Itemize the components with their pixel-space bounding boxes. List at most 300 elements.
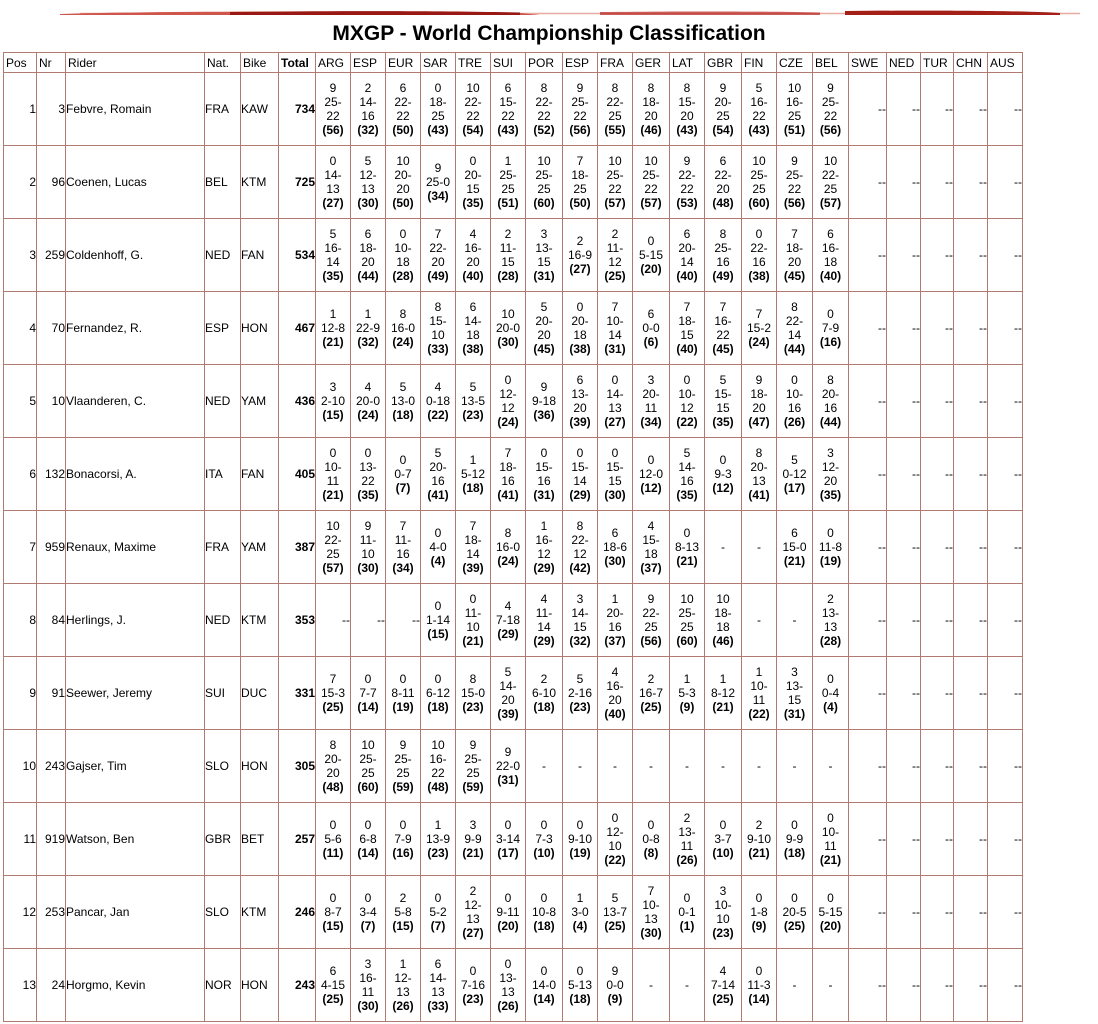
- result-cell: [670, 876, 705, 949]
- bike-cell: KAW: [241, 73, 279, 146]
- result-line: 16-: [606, 679, 624, 693]
- total-points-cell: 305: [279, 730, 316, 803]
- result-line: 22-: [429, 241, 447, 255]
- column-header: TRE: [456, 53, 491, 73]
- result-line: 22: [466, 109, 480, 123]
- round-points: (31): [533, 269, 555, 283]
- result-cell: [563, 803, 598, 876]
- result-line: 10: [431, 328, 445, 342]
- result-line: 3-7: [714, 832, 732, 846]
- result-cell: [742, 219, 777, 292]
- column-header: POR: [526, 53, 563, 73]
- result-line: 22-: [714, 168, 732, 182]
- number-cell: 132: [37, 438, 66, 511]
- result-cell: [456, 730, 491, 803]
- result-cell: [386, 730, 421, 803]
- result-cell: [670, 657, 705, 730]
- result-cell: [813, 511, 849, 584]
- empty-result-cell: --: [921, 803, 954, 876]
- result-line: 9-10: [746, 832, 772, 846]
- result-cell: [598, 146, 633, 219]
- rider-name-cell: Pancar, Jan: [66, 876, 205, 949]
- result-line: 0-18: [425, 394, 451, 408]
- empty-result-cell: -: [777, 584, 813, 657]
- result-line: 0: [576, 818, 584, 832]
- table-row: [4, 511, 1023, 584]
- empty-result-cell: --: [921, 365, 954, 438]
- result-cell: [598, 803, 633, 876]
- result-cell: [670, 365, 705, 438]
- result-line: 8: [683, 81, 691, 95]
- result-cell: [598, 511, 633, 584]
- result-cell: [563, 365, 598, 438]
- result-line: 0: [611, 446, 619, 460]
- round-points: (56): [640, 634, 662, 648]
- result-line: 20: [537, 328, 551, 342]
- number-cell: 91: [37, 657, 66, 730]
- result-line: 14: [680, 255, 694, 269]
- result-line: 8-11: [391, 686, 415, 700]
- result-cell: [456, 292, 491, 365]
- result-line: 25: [644, 620, 658, 634]
- result-cell: [386, 292, 421, 365]
- empty-result-cell: -: [813, 949, 849, 1022]
- round-points: (7): [395, 481, 411, 495]
- result-cell: [633, 511, 670, 584]
- round-points: (21): [783, 554, 806, 568]
- result-line: 4: [540, 592, 548, 606]
- result-line: 25-: [499, 168, 517, 182]
- round-points: (60): [533, 196, 555, 210]
- result-cell: [670, 803, 705, 876]
- result-line: 3: [827, 446, 834, 460]
- round-points: (49): [427, 269, 449, 283]
- round-points: (9): [679, 700, 695, 714]
- result-cell: [316, 438, 351, 511]
- round-points: (59): [392, 780, 414, 794]
- result-line: 12-: [821, 460, 840, 474]
- result-line: 2: [647, 672, 655, 686]
- result-cell: [316, 730, 351, 803]
- round-points: (39): [497, 707, 519, 721]
- round-points: (22): [604, 853, 626, 867]
- result-cell: [633, 876, 670, 949]
- result-line: 12-0: [638, 467, 664, 481]
- result-line: 10-: [606, 314, 624, 328]
- round-points: (40): [676, 342, 698, 356]
- result-line: 11-3: [747, 978, 771, 992]
- result-line: 15-: [571, 460, 589, 474]
- round-points: (26): [392, 999, 414, 1013]
- empty-result-cell: --: [849, 292, 887, 365]
- result-cell: [777, 876, 813, 949]
- round-points: (21): [462, 634, 484, 648]
- bike-cell: KTM: [241, 146, 279, 219]
- round-points: (7): [430, 919, 446, 933]
- column-header: NED: [887, 53, 921, 73]
- empty-result-cell: --: [887, 511, 921, 584]
- empty-result-cell: --: [988, 219, 1023, 292]
- column-header: SAR: [421, 53, 456, 73]
- result-line: 14-: [359, 95, 377, 109]
- result-cell: [777, 219, 813, 292]
- round-points: (15): [392, 919, 414, 933]
- round-points: (14): [357, 700, 379, 714]
- result-cell: [421, 511, 456, 584]
- round-points: (29): [533, 634, 555, 648]
- result-cell: [705, 803, 742, 876]
- empty-result-cell: --: [921, 730, 954, 803]
- result-line: 4: [434, 380, 442, 394]
- result-line: 22: [396, 109, 410, 123]
- round-points: (35): [712, 415, 734, 429]
- round-points: (25): [322, 992, 344, 1006]
- empty-result-cell: --: [954, 511, 988, 584]
- result-line: 0-0: [642, 321, 660, 335]
- result-line: 16: [537, 474, 551, 488]
- empty-result-cell: --: [954, 584, 988, 657]
- round-points: (14): [357, 846, 379, 860]
- round-points: (15): [427, 627, 449, 641]
- result-line: 25-: [535, 168, 553, 182]
- result-line: 22: [573, 109, 587, 123]
- result-line: 8-13: [674, 540, 700, 554]
- result-line: 1: [399, 957, 407, 971]
- result-line: 2: [683, 811, 691, 825]
- result-cell: [742, 949, 777, 1022]
- result-line: 5: [469, 380, 477, 394]
- result-line: 0: [540, 818, 548, 832]
- result-line: 0: [540, 964, 548, 978]
- result-cell: [742, 657, 777, 730]
- result-line: 15: [680, 328, 694, 342]
- result-cell: [456, 657, 491, 730]
- result-line: 0: [504, 891, 512, 905]
- empty-result-cell: --: [887, 803, 921, 876]
- total-points-cell: 725: [279, 146, 316, 219]
- position-cell: 9: [4, 657, 37, 730]
- result-line: 0: [364, 891, 372, 905]
- result-line: 0: [683, 373, 691, 387]
- result-cell: [421, 657, 456, 730]
- result-cell: [316, 876, 351, 949]
- result-line: 9-9: [464, 832, 482, 846]
- result-line: 1: [504, 154, 512, 168]
- result-cell: [316, 803, 351, 876]
- result-cell: [777, 73, 813, 146]
- empty-result-cell: --: [921, 146, 954, 219]
- result-cell: [563, 292, 598, 365]
- number-cell: 10: [37, 365, 66, 438]
- result-line: 0: [329, 154, 337, 168]
- result-cell: [526, 146, 563, 219]
- nationality-cell: NED: [205, 219, 241, 292]
- result-line: 9: [469, 738, 477, 752]
- nationality-cell: FRA: [205, 73, 241, 146]
- result-line: 16-0: [495, 540, 521, 554]
- round-points: (48): [712, 196, 734, 210]
- number-cell: 243: [37, 730, 66, 803]
- result-line: 25-: [714, 241, 732, 255]
- result-cell: [705, 584, 742, 657]
- result-cell: [491, 219, 526, 292]
- result-cell: [813, 365, 849, 438]
- result-line: 12: [501, 401, 515, 415]
- round-points: (38): [462, 342, 484, 356]
- column-header: LAT: [670, 53, 705, 73]
- empty-result-cell: --: [921, 73, 954, 146]
- result-line: 3: [719, 884, 727, 898]
- round-points: (20): [819, 919, 842, 933]
- result-line: 9: [329, 81, 337, 95]
- empty-result-cell: --: [954, 949, 988, 1022]
- round-points: (51): [497, 196, 519, 210]
- result-cell: [386, 73, 421, 146]
- number-cell: 96: [37, 146, 66, 219]
- round-points: (19): [569, 846, 591, 860]
- bike-cell: KTM: [241, 584, 279, 657]
- result-cell: [670, 584, 705, 657]
- round-points: (30): [640, 926, 662, 940]
- round-points: (41): [748, 488, 770, 502]
- bike-cell: HON: [241, 730, 279, 803]
- result-line: 13: [431, 985, 445, 999]
- result-cell: [598, 73, 633, 146]
- round-points: (40): [819, 269, 842, 283]
- round-points: (54): [462, 123, 484, 137]
- empty-result-cell: --: [988, 292, 1023, 365]
- result-cell: [598, 219, 633, 292]
- result-line: 0: [504, 373, 512, 387]
- result-cell: [705, 365, 742, 438]
- result-line: 18-6: [602, 540, 628, 554]
- result-line: 14: [537, 620, 551, 634]
- column-header: FIN: [742, 53, 777, 73]
- round-points: (32): [569, 634, 591, 648]
- result-line: 15: [608, 474, 622, 488]
- result-line: 6: [611, 526, 619, 540]
- result-line: 13-: [821, 606, 840, 620]
- result-line: 25-: [750, 168, 768, 182]
- result-line: 4: [719, 964, 727, 978]
- result-line: 0-7: [394, 467, 412, 481]
- result-line: 0: [364, 672, 372, 686]
- empty-result-cell: -: [742, 511, 777, 584]
- result-line: 7: [329, 672, 337, 686]
- round-points: (42): [569, 561, 591, 575]
- result-cell: [421, 803, 456, 876]
- round-points: (25): [322, 700, 344, 714]
- round-points: (24): [748, 335, 770, 349]
- round-points: (57): [819, 196, 842, 210]
- result-line: 16-9: [567, 248, 593, 262]
- result-line: 0: [576, 446, 584, 460]
- result-line: 9-18: [531, 394, 557, 408]
- column-header: EUR: [386, 53, 421, 73]
- empty-result-cell: --: [954, 876, 988, 949]
- result-line: 6: [364, 227, 372, 241]
- empty-result-cell: --: [386, 584, 421, 657]
- result-cell: [742, 438, 777, 511]
- round-points: (22): [748, 707, 770, 721]
- result-line: 0: [827, 672, 834, 686]
- number-cell: 24: [37, 949, 66, 1022]
- result-line: 15-: [499, 95, 517, 109]
- round-points: (1): [679, 919, 695, 933]
- result-line: 0: [504, 818, 512, 832]
- result-line: 11-: [359, 533, 377, 547]
- empty-result-cell: --: [988, 657, 1023, 730]
- result-line: 0: [504, 957, 512, 971]
- rider-name-cell: Watson, Ben: [66, 803, 205, 876]
- empty-result-cell: -: [777, 730, 813, 803]
- empty-result-cell: --: [988, 146, 1023, 219]
- empty-result-cell: --: [887, 292, 921, 365]
- empty-result-cell: --: [887, 146, 921, 219]
- result-line: 9: [540, 380, 548, 394]
- result-line: 18-: [642, 95, 660, 109]
- result-line: 9-10: [567, 832, 593, 846]
- result-line: 0: [364, 446, 372, 460]
- result-line: 1: [540, 519, 548, 533]
- round-points: (28): [497, 269, 519, 283]
- empty-result-cell: -: [670, 949, 705, 1022]
- result-line: 0: [364, 818, 372, 832]
- round-points: (37): [604, 634, 626, 648]
- result-line: 14-: [499, 679, 517, 693]
- result-line: 2: [399, 891, 407, 905]
- round-points: (47): [748, 415, 770, 429]
- result-line: 1: [329, 307, 337, 321]
- round-points: (33): [427, 342, 449, 356]
- round-points: (30): [357, 999, 379, 1013]
- result-line: 0: [827, 891, 834, 905]
- result-cell: [456, 73, 491, 146]
- round-points: (18): [427, 700, 449, 714]
- round-points: (34): [640, 415, 662, 429]
- result-line: 13-0: [390, 394, 416, 408]
- nationality-cell: NOR: [205, 949, 241, 1022]
- result-cell: [386, 511, 421, 584]
- nationality-cell: ITA: [205, 438, 241, 511]
- result-line: 22-: [785, 314, 804, 328]
- result-line: 16: [431, 474, 445, 488]
- round-points: (27): [322, 196, 344, 210]
- result-cell: [491, 584, 526, 657]
- result-line: 14-: [678, 460, 696, 474]
- result-line: 20-: [642, 387, 660, 401]
- round-points: (48): [427, 780, 449, 794]
- table-row: [4, 657, 1023, 730]
- round-points: (31): [604, 342, 626, 356]
- result-line: 14-: [324, 168, 342, 182]
- empty-result-cell: --: [921, 657, 954, 730]
- result-cell: [386, 949, 421, 1022]
- total-points-cell: 243: [279, 949, 316, 1022]
- result-line: 11-: [394, 533, 412, 547]
- result-cell: [491, 876, 526, 949]
- empty-result-cell: --: [921, 219, 954, 292]
- result-cell: [777, 657, 813, 730]
- round-points: (56): [819, 123, 842, 137]
- result-line: 0: [399, 818, 407, 832]
- result-line: 10-: [750, 679, 768, 693]
- result-line: 22: [501, 109, 515, 123]
- result-cell: [526, 73, 563, 146]
- result-line: 8-12: [710, 686, 736, 700]
- round-points: (10): [712, 846, 734, 860]
- round-points: (20): [640, 262, 662, 276]
- result-line: 18: [396, 255, 410, 269]
- round-points: (44): [783, 342, 806, 356]
- result-cell: [386, 657, 421, 730]
- result-line: 16: [787, 401, 802, 415]
- result-line: 16-: [429, 752, 447, 766]
- result-line: 8: [469, 672, 477, 686]
- round-points: (15): [322, 919, 344, 933]
- result-line: 11: [824, 839, 837, 853]
- result-line: 9-11: [496, 905, 520, 919]
- rider-name-cell: Fernandez, R.: [66, 292, 205, 365]
- result-line: 14-: [571, 606, 589, 620]
- result-line: 20-: [394, 168, 412, 182]
- result-line: 5-15: [818, 905, 843, 919]
- result-cell: [670, 292, 705, 365]
- result-line: 12-8: [320, 321, 346, 335]
- result-line: 5: [611, 891, 619, 905]
- result-line: 18: [466, 328, 480, 342]
- column-header: Total: [279, 53, 316, 73]
- result-line: 12-: [606, 825, 624, 839]
- empty-result-cell: --: [954, 438, 988, 511]
- result-line: 0: [434, 891, 442, 905]
- round-points: (37): [640, 561, 662, 575]
- result-line: 0: [399, 227, 407, 241]
- result-line: 10: [396, 154, 410, 168]
- total-points-cell: 246: [279, 876, 316, 949]
- result-cell: [351, 730, 386, 803]
- nationality-cell: NED: [205, 584, 241, 657]
- round-points: (22): [676, 415, 698, 429]
- result-line: 16: [680, 474, 694, 488]
- result-line: 20: [752, 401, 766, 415]
- round-points: (60): [357, 780, 379, 794]
- result-line: 7-3: [535, 832, 553, 846]
- result-cell: [351, 876, 386, 949]
- result-line: 5: [540, 300, 548, 314]
- result-line: 0-12: [782, 467, 807, 481]
- result-cell: [526, 949, 563, 1022]
- empty-result-cell: --: [849, 219, 887, 292]
- result-line: 13-9: [425, 832, 451, 846]
- result-line: 12-: [394, 971, 412, 985]
- result-line: 20-: [606, 606, 624, 620]
- nationality-cell: ESP: [205, 292, 241, 365]
- result-line: 22: [752, 109, 766, 123]
- round-points: (25): [604, 919, 626, 933]
- result-line: 18-: [429, 95, 447, 109]
- result-cell: [563, 876, 598, 949]
- round-points: (44): [357, 269, 379, 283]
- result-line: 12: [608, 255, 622, 269]
- result-cell: [386, 146, 421, 219]
- result-line: 20: [573, 401, 587, 415]
- result-cell: [563, 73, 598, 146]
- result-line: 7: [755, 307, 763, 321]
- result-line: 20: [644, 109, 658, 123]
- result-line: 0: [647, 818, 655, 832]
- result-line: 25-: [678, 606, 696, 620]
